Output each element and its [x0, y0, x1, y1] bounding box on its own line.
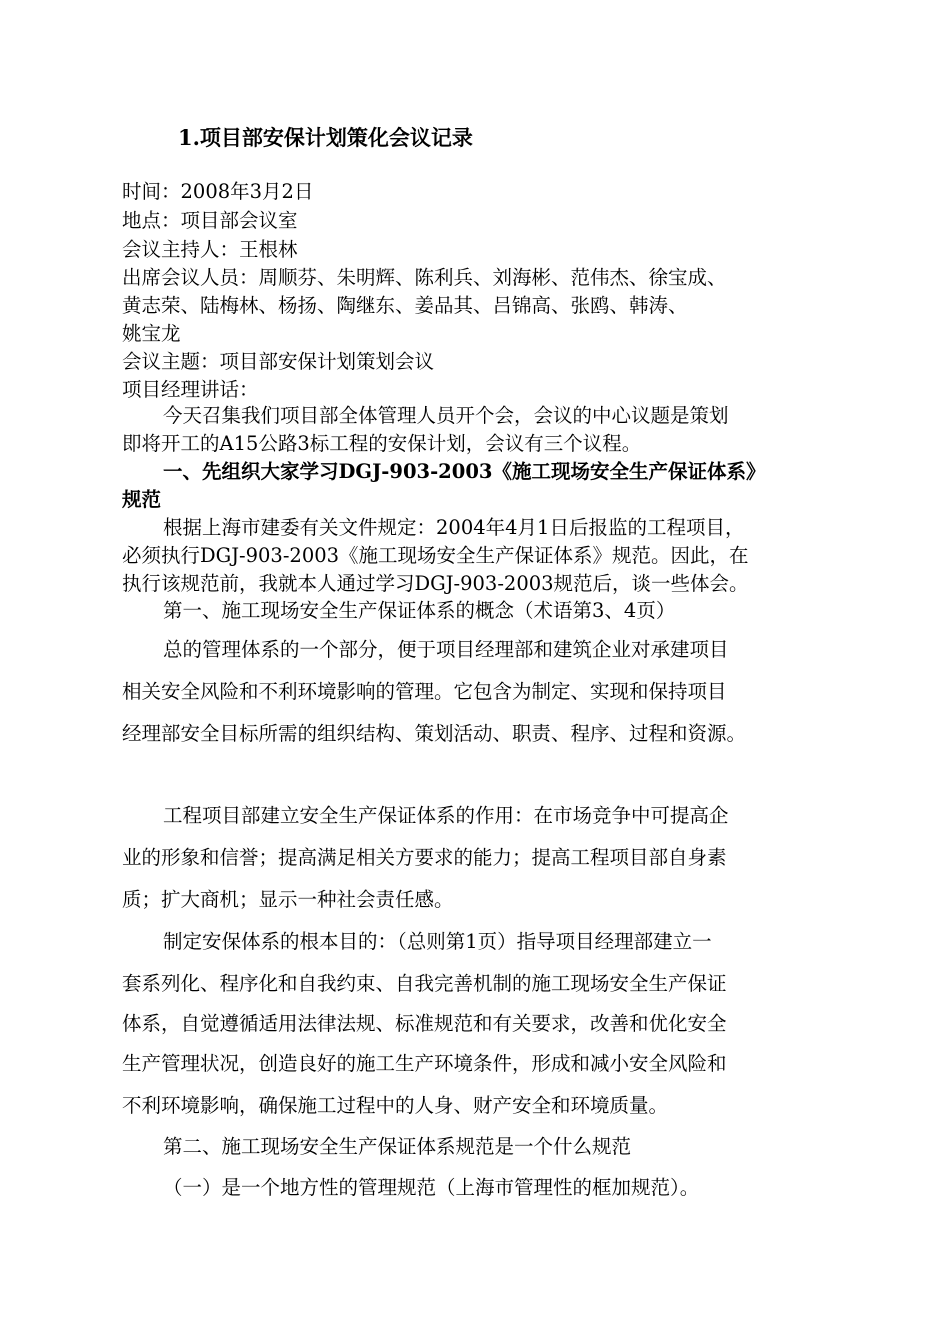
- meeting-topic: 会议主题：项目部安保计划策划会议: [122, 350, 435, 373]
- role-paragraph-line-2: 业的形象和信誉；提高满足相关方要求的能力；提高工程项目部自身素: [122, 846, 727, 869]
- point1-body-line-1: 总的管理体系的一个部分，便于项目经理部和建筑企业对承建项目: [163, 638, 729, 661]
- point1-body-line-2: 相关安全风险和不利环境影响的管理。它包含为制定、实现和保持项目: [122, 680, 727, 703]
- purpose-paragraph-line-2: 套系列化、程序化和自我约束、自我完善机制的施工现场安全生产保证: [122, 972, 727, 995]
- meeting-time: 时间：2008年3月2日: [122, 180, 314, 203]
- document-title: 1.项目部安保计划策化会议记录: [178, 125, 473, 150]
- purpose-paragraph-line-1: 制定安保体系的根本目的：（总则第1页）指导项目经理部建立一: [163, 930, 712, 953]
- purpose-paragraph-line-4: 生产管理状况，创造良好的施工生产环境条件，形成和减小安全风险和: [122, 1052, 727, 1075]
- meeting-attendees-line-2: 黄志荣、陆梅林、杨扬、陶继东、姜品其、吕锦高、张鸥、韩涛、: [122, 294, 688, 317]
- role-paragraph-line-1: 工程项目部建立安全生产保证体系的作用：在市场竞争中可提高企: [163, 804, 729, 827]
- point2-subpoint-1: （一）是一个地方性的管理规范（上海市管理性的框加规范）。: [163, 1176, 700, 1199]
- intro-line-2: 即将开工的A15公路3标工程的安保计划，会议有三个议程。: [122, 432, 642, 455]
- section1-heading-line-1: 一、先组织大家学习DGJ-903-2003《施工现场安全生产保证体系》: [163, 460, 766, 483]
- point1-body-line-3: 经理部安全目标所需的组织结构、策划活动、职责、程序、过程和资源。: [122, 722, 747, 745]
- section1-heading-line-2: 规范: [122, 488, 162, 511]
- section1-body-line-2: 必须执行DGJ-903-2003《施工现场安全生产保证体系》规范。因此，在: [122, 544, 749, 567]
- meeting-host: 会议主持人：王根林: [122, 238, 298, 261]
- speech-label: 项目经理讲话：: [122, 378, 259, 401]
- meeting-attendees-line-1: 出席会议人员：周顺芬、朱明辉、陈利兵、刘海彬、范伟杰、徐宝成、: [122, 266, 727, 289]
- purpose-paragraph-line-3: 体系，自觉遵循适用法律法规、标准规范和有关要求，改善和优化安全: [122, 1012, 727, 1035]
- intro-line-1: 今天召集我们项目部全体管理人员开个会，会议的中心议题是策划: [163, 404, 729, 427]
- meeting-attendees-line-3: 姚宝龙: [122, 322, 181, 345]
- meeting-location: 地点：项目部会议室: [122, 209, 298, 232]
- role-paragraph-line-3: 质；扩大商机；显示一种社会责任感。: [122, 888, 454, 911]
- point1-heading: 第一、施工现场安全生产保证体系的概念（术语第3、4页）: [163, 599, 676, 622]
- point2-heading: 第二、施工现场安全生产保证体系规范是一个什么规范: [163, 1135, 632, 1158]
- section1-body-line-1: 根据上海市建委有关文件规定：2004年4月1日后报监的工程项目，: [163, 516, 745, 539]
- section1-body-line-3: 执行该规范前，我就本人通过学习DGJ-903-2003规范后，谈一些体会。: [122, 572, 749, 595]
- purpose-paragraph-line-5: 不利环境影响，确保施工过程中的人身、财产安全和环境质量。: [122, 1094, 669, 1117]
